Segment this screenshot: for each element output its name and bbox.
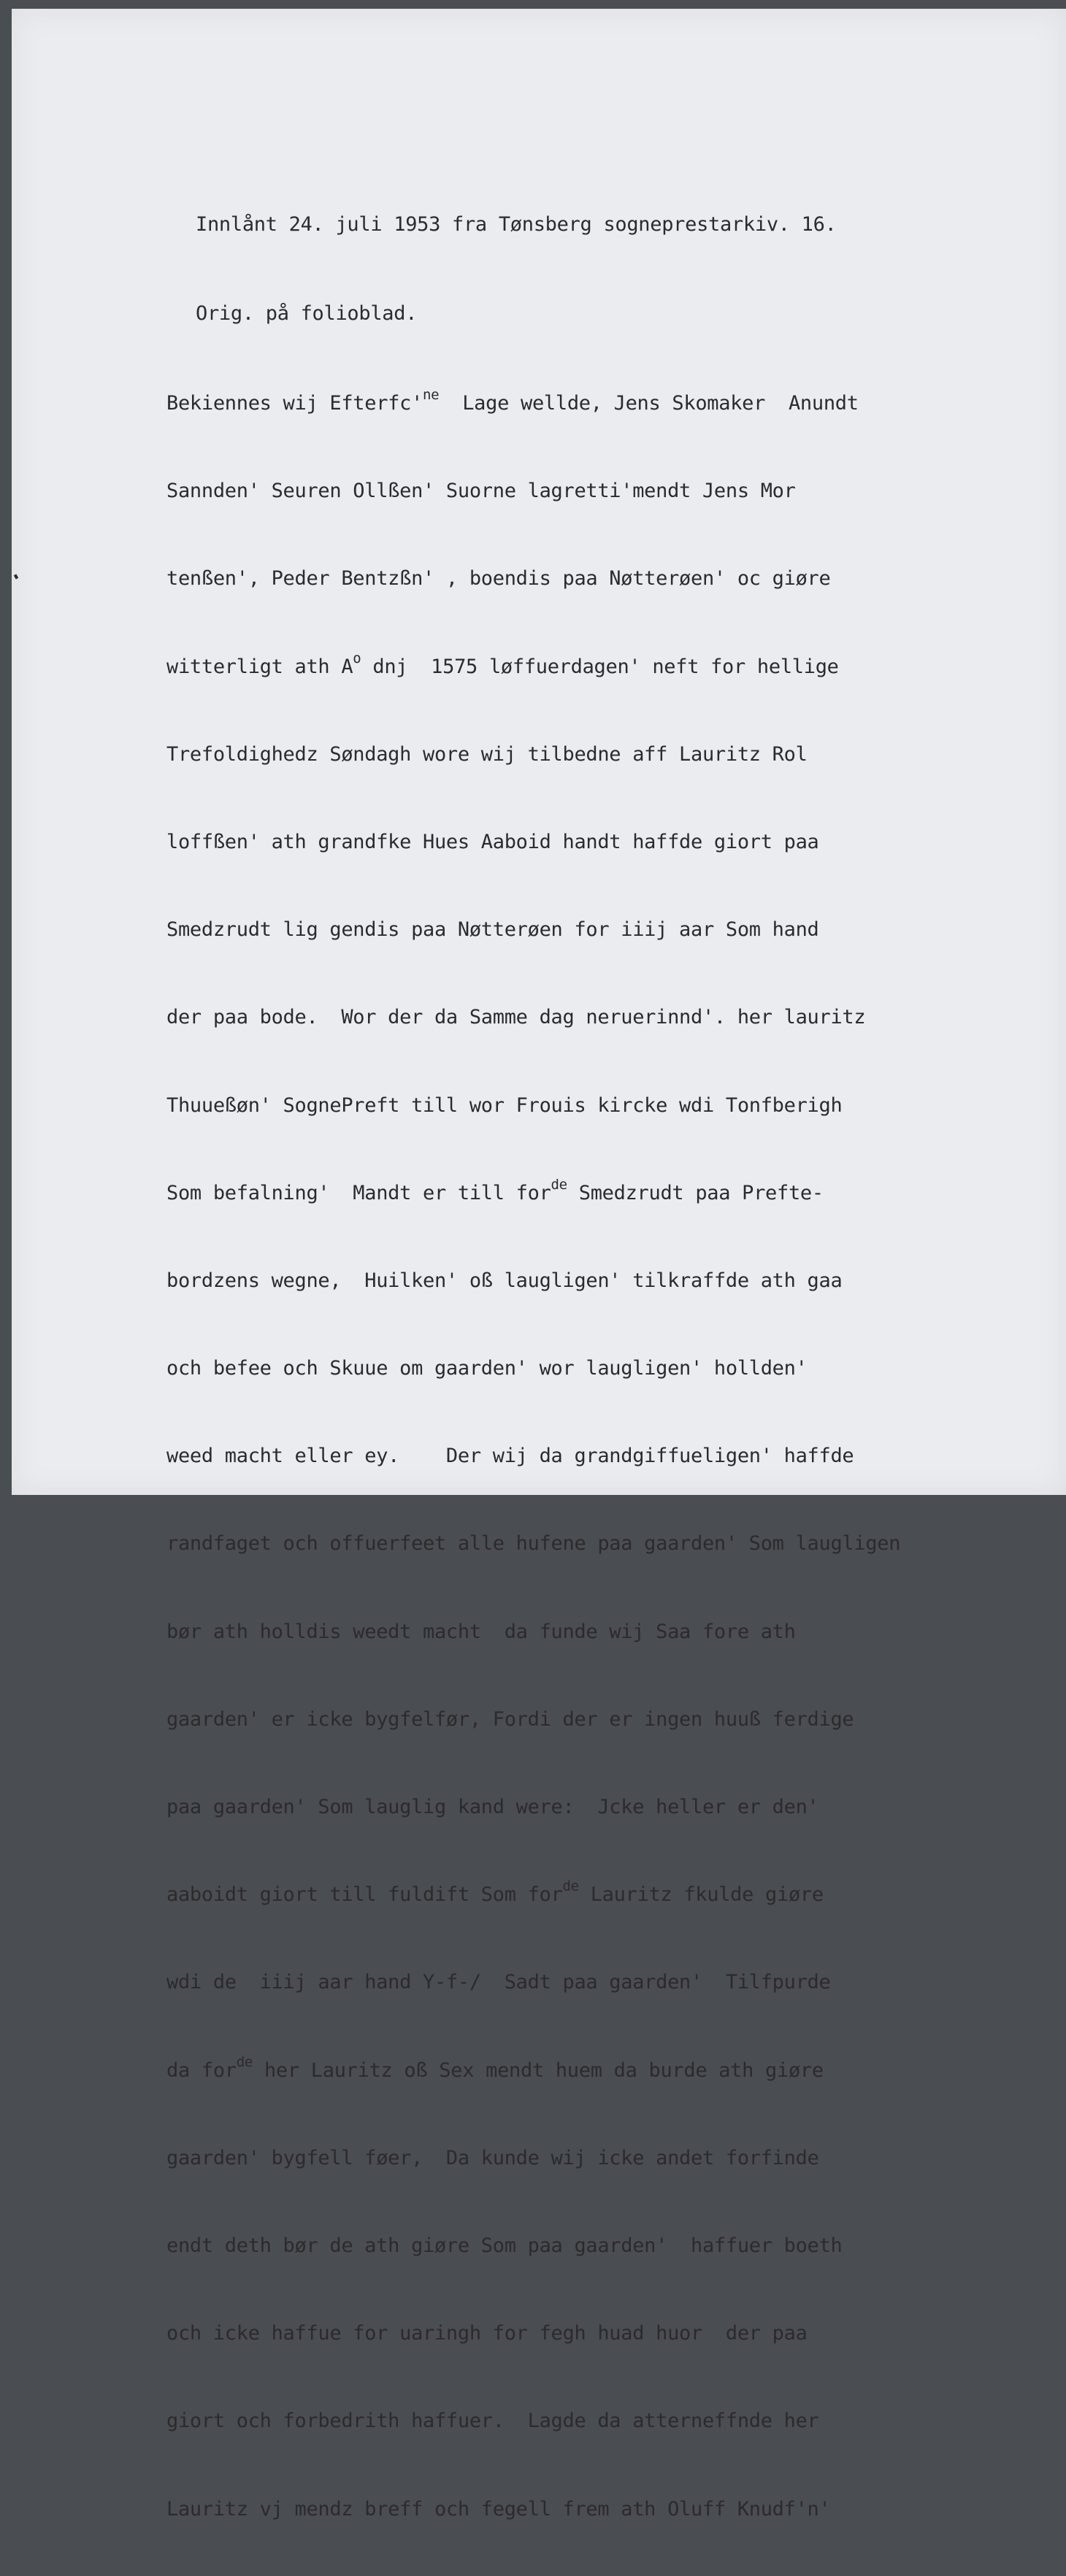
text-line-18: aaboidt giort till fuldift Som for$^{de}$ Lauritz fkulde giøre <box>166 1878 824 1907</box>
text-line-7: Smedzrudt lig gendis paa Nøtterøen for iiij aar Som hand <box>166 918 819 942</box>
text-line-19: wdi de iiij aar hand Y-f-/ Sadt paa gaarden' Tilfpurde <box>166 1971 831 1994</box>
text-line-10: Som befalning' Mandt er till for$^{de}$ Smedzrudt paa Prefte- <box>166 1176 824 1204</box>
text-line-6: loffßen' ath grandfke Hues Aaboid handt haffde giort paa <box>166 830 819 853</box>
text-line-21: gaarden' bygfell føer, Da kunde wij icke andet forfinde <box>166 2146 819 2169</box>
text-line-20: da for$^{de}$ her Lauritz oß Sex mendt huem da burde ath giøre <box>166 2053 824 2082</box>
text-line-24: giort och forbedrith haffuer. Lagde da atterneffnde her <box>166 2410 819 2433</box>
text-line-25: Lauritz vj mendz breff och fegell frem ath Oluff Knudf'n' <box>166 2497 831 2521</box>
text-line-23: och icke haffue for uaringh for fegh huad huor der paa <box>166 2322 808 2345</box>
text-line-12: och befee och Skuue om gaarden' wor laugligen' hollden' <box>166 1357 808 1380</box>
text-line-9: Thuueßøn' SognePreft till wor Frouis kircke wdi Tonfberigh <box>166 1093 843 1117</box>
text-line-16: gaarden' er icke bygfelfør, Fordi der er ingen huuß ferdige <box>166 1707 854 1731</box>
archive-note-line-1: Innlånt 24. juli 1953 fra Tønsberg sogneprestarkiv. 16. <box>196 213 837 236</box>
text-line-17: paa gaarden' Som lauglig kand were: Jcke heller er den' <box>166 1796 819 1818</box>
text-line-4: witterligt ath $A^o$ dnj 1575 løffuerdagen' neft for hellige <box>166 650 839 678</box>
text-line-22: endt deth bør de ath giøre Som paa gaarden' haffuer boeth <box>166 2234 843 2257</box>
text-line-14: randfaget och offuerfeet alle hufene paa gaarden' Som laugligen <box>166 1532 901 1556</box>
text-line-13: weed macht eller ey. Der wij da grandgiffueligen' haffde <box>166 1445 854 1468</box>
text-line-11: bordzens wegne, Huilken' oß laugligen' tilkraffde ath gaa <box>166 1269 843 1292</box>
text-line-2: Sannden' Seuren Ollßen' Suorne lagretti'mendt Jens Mor <box>166 480 796 503</box>
document-page <box>12 9 1066 2521</box>
transcription-body <box>166 337 900 2576</box>
text-line-3: tenßen', Peder Bentzßn' , boendis paa Nøtterøen' oc giøre <box>166 567 831 591</box>
text-line-15: bør ath holldis weedt macht da funde wij Saa fore ath <box>166 1620 796 1643</box>
stray-ink-mark <box>14 574 18 579</box>
text-line-1: Bekiennes wij $Efterfc'^{ne}$ Lage wellde, Jens Skomaker Anundt <box>166 387 859 415</box>
archive-note-line-2: Orig. på folioblad. <box>196 302 418 325</box>
text-line-5: Trefoldighedz Søndagh wore wij tilbedne aff Lauritz Rol <box>166 742 808 766</box>
text-line-8: der paa bode. Wor der da Samme dag neruerinnd'. her lauritz <box>166 1006 866 1029</box>
